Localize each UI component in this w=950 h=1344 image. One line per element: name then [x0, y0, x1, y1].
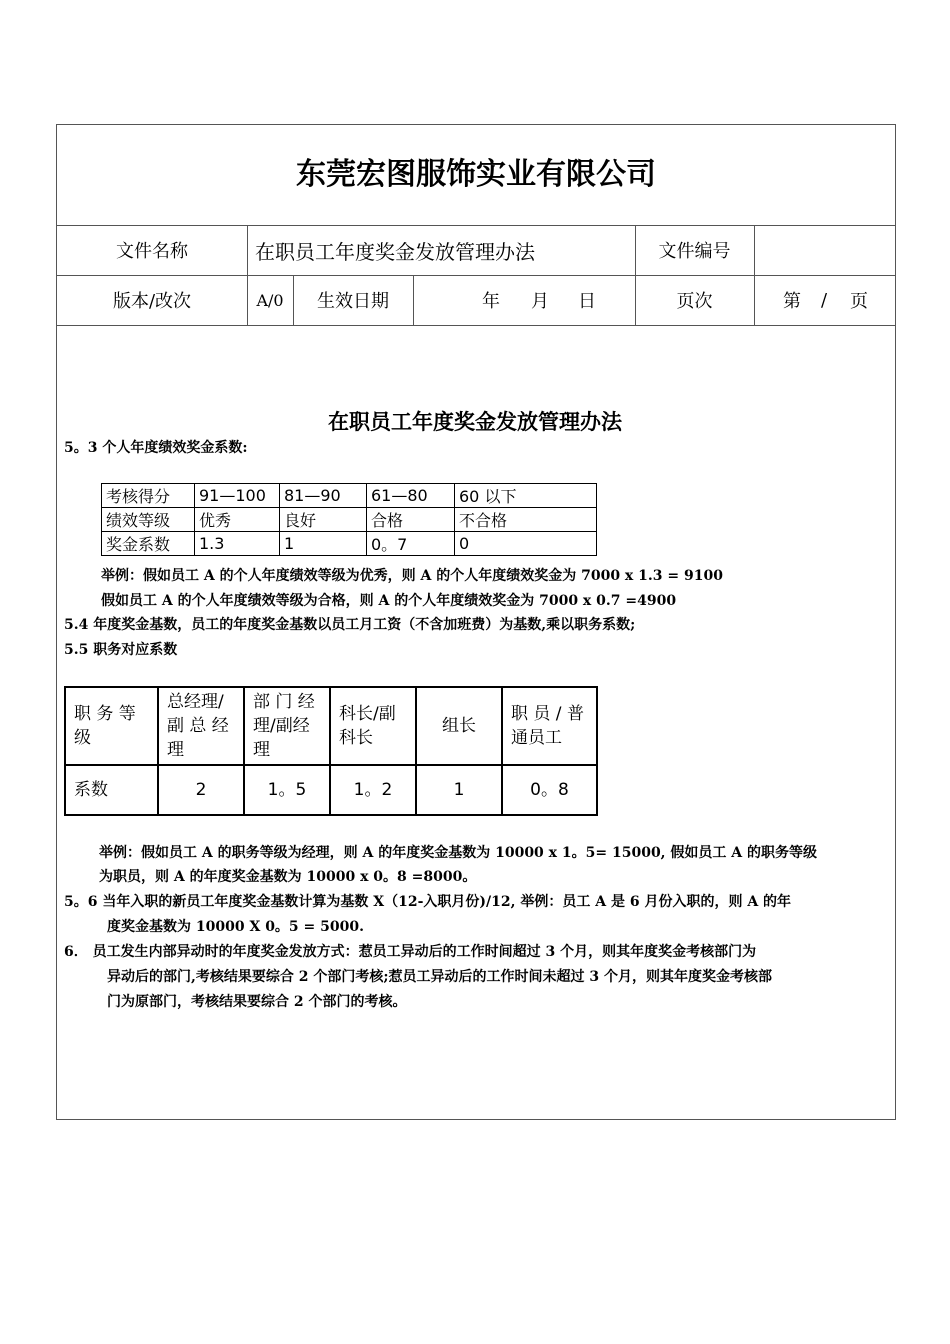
section-5-5: 5.5 职务对应系数	[64, 642, 178, 658]
section-5-6-line-2: 度奖金基数为 10000 X 0。5 = 5000.	[107, 919, 364, 935]
table-row	[65, 765, 597, 815]
example-1: 举例：假如员工 A 的个人年度绩效等级为优秀，则 A 的个人年度绩效奖金为 7000 x 1.3 = 9100	[101, 568, 723, 584]
table-cell: 91—100	[195, 484, 280, 508]
table-cell: 不合格	[455, 508, 597, 532]
table-cell: 优秀	[195, 508, 280, 532]
table-cell: 职 员 / 普 通员工	[502, 687, 597, 765]
effective-day: 日	[578, 291, 596, 312]
header-row-version	[57, 275, 895, 326]
section-5-3: 5。3 个人年度绩效奖金系数:	[64, 440, 248, 456]
page-sep: /	[821, 289, 828, 311]
example-3-line-1: 举例：假如员工 A 的职务等级为经理，则 A 的年度奖金基数为 10000 x 1。5= 15000, 假如员工 A 的职务等级	[99, 845, 818, 861]
page-suffix: 页	[850, 291, 868, 312]
table-cell: 合格	[367, 508, 455, 532]
table-cell: 1.3	[195, 532, 280, 556]
table-cell: 科长/副科长	[330, 687, 416, 765]
table-cell: 0。8	[502, 765, 597, 815]
table-cell: 1。5	[244, 765, 330, 815]
page-label: 页次	[676, 291, 713, 312]
position-coefficient-table	[64, 686, 598, 816]
header-row-file	[57, 225, 895, 276]
table-cell: 系数	[65, 765, 158, 815]
table-cell: 奖金系数	[102, 532, 195, 556]
section-6-line-1: 6． 员工发生内部异动时的年度奖金发放方式：惹员工异动后的工作时间超过 3 个月，则其年度奖金考核部门为	[64, 944, 757, 960]
table-cell: 考核得分	[102, 484, 195, 508]
table-cell: 81—90	[280, 484, 367, 508]
page-prefix: 第	[783, 291, 801, 312]
company-name: 东莞宏图服饰实业有限公司	[57, 125, 895, 226]
effective-year: 年	[482, 291, 500, 312]
performance-coefficient-table	[101, 483, 597, 556]
section-6-line-2: 异动后的部门,考核结果要综合 2 个部门考核;惹员工异动后的工作时间未超过 3 个月，则其年度奖金考核部	[107, 969, 773, 985]
table-cell: 0	[455, 532, 597, 556]
table-cell: 总经理/副 总 经 理	[158, 687, 244, 765]
table-cell: 良好	[280, 508, 367, 532]
document-title: 在职员工年度奖金发放管理办法	[328, 409, 622, 434]
file-no-value	[754, 225, 896, 275]
table-cell: 1。2	[330, 765, 416, 815]
table-row	[102, 508, 597, 532]
version-value: A/0	[256, 290, 284, 310]
table-row	[102, 484, 597, 508]
example-3-line-2: 为职员，则 A 的年度奖金基数为 10000 x 0。8 =8000。	[99, 869, 477, 885]
file-name-label: 文件名称	[116, 241, 188, 262]
file-name-value: 在职员工年度奖金发放管理办法	[255, 239, 535, 264]
table-cell: 1	[416, 765, 502, 815]
table-cell: 绩效等级	[102, 508, 195, 532]
table-cell: 2	[158, 765, 244, 815]
table-cell: 0。7	[367, 532, 455, 556]
table-row	[102, 532, 597, 556]
table-cell: 1	[280, 532, 367, 556]
effective-date-label: 生效日期	[317, 291, 389, 312]
version-label: 版本/改次	[112, 291, 192, 312]
table-row	[65, 687, 597, 765]
table-cell: 组长	[416, 687, 502, 765]
table-cell: 职 务 等 级	[65, 687, 158, 765]
table-cell: 部 门 经 理/副经理	[244, 687, 330, 765]
section-5-4: 5.4 年度奖金基数，员工的年度奖金基数以员工月工资（不含加班费）为基数,乘以职务系数;	[64, 617, 636, 633]
example-2: 假如员工 A 的个人年度绩效等级为合格，则 A 的个人年度绩效奖金为 7000 x 0.7 =4900	[101, 593, 677, 609]
file-no-label: 文件编号	[658, 241, 731, 262]
section-6-line-3: 门为原部门，考核结果要综合 2 个部门的考核。	[107, 994, 407, 1010]
table-cell: 61—80	[367, 484, 455, 508]
effective-month: 月	[531, 291, 549, 312]
section-5-6-line-1: 5。6 当年入职的新员工年度奖金基数计算为基数 X（12-入职月份)/12, 举例：员工 A 是 6 月份入职的，则 A 的年	[64, 894, 792, 910]
table-cell: 60 以下	[455, 484, 597, 508]
